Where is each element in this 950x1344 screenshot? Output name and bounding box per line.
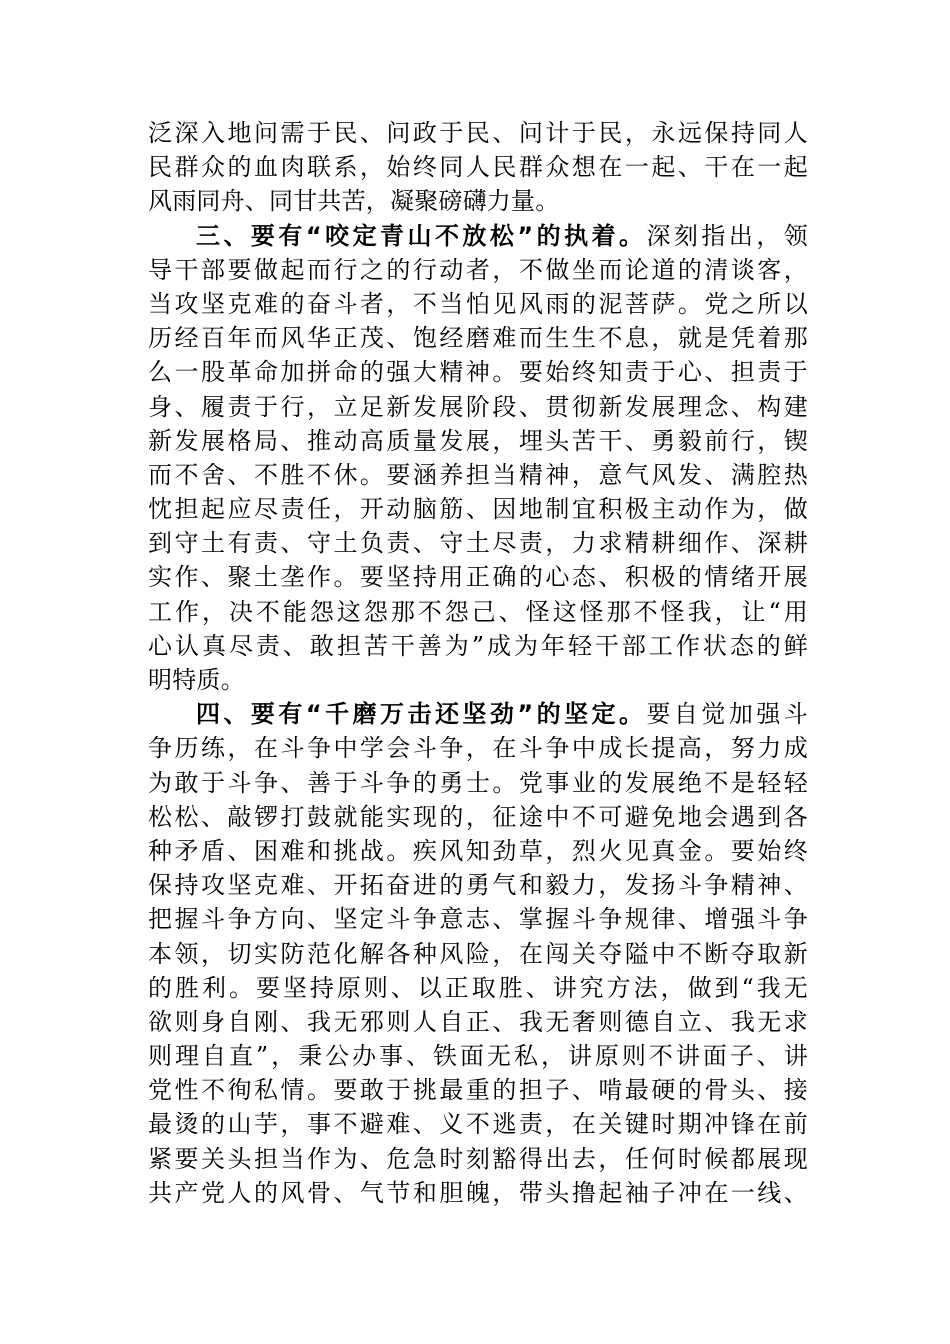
text-line: 为敢于斗争、善于斗争的勇士。党事业的发展绝不是轻轻 [148,768,808,797]
text-line: 本领，切实防范化解各种风险，在闯关夺隘中不断夺取新 [148,939,808,968]
text-line: 共产党人的风骨、气节和胆魄，带头撸起袖子冲在一线、 [148,1178,808,1207]
text-line: 则理自直”，秉公办事、铁面无私，讲原则不讲面子、讲 [148,1042,808,1071]
text-line: 明特质。 [148,666,245,694]
text-line: 到守土有责、守土负责、守土尽责，力求精耕细作、深耕 [148,529,808,558]
text-line: 工作，决不能怨这怨那不怨己、怪这怪那不怪我，让“用 [148,597,808,626]
text-line: 导干部要做起而行之的行动者，不做坐而论道的清谈客， [148,255,808,284]
heading-line [148,219,808,253]
text-line: 争历练，在斗争中学会斗争，在斗争中成长提高，努力成 [148,734,808,763]
text-line: 党性不徇私情。要敢于挑最重的担子、啃最硬的骨头、接 [148,1076,808,1105]
paragraph-3 [148,697,808,1210]
text-line: 种矛盾、困难和挑战。疾风知劲草，烈火见真金。要始终 [148,836,808,865]
section-heading: 三、要有“咬定青山不放松”的执着。 [196,221,647,250]
text-line: 当攻坚克难的奋斗者，不当怕见风雨的泥菩萨。党之所以 [148,289,808,318]
text-line: 实作、聚土垄作。要坚持用正确的心态、积极的情绪开展 [148,563,808,592]
text-line: 紧要关头担当作为、危急时刻豁得出去，任何时候都展现 [148,1144,808,1173]
paragraph-2 [148,219,808,698]
text-line: 的胜利。要坚持原则、以正取胜、讲究方法，做到“我无 [148,973,808,1002]
text-line: 最烫的山芋，事不避难、义不逃责，在关键时期冲锋在前 [148,1110,808,1139]
text-line: 泛深入地问需于民、问政于民、问计于民，永远保持同人 [148,119,808,147]
paragraph-1 [148,116,808,219]
text-line: 保持攻坚克难、开拓奋进的勇气和毅力，发扬斗争精神、 [148,871,808,900]
text-line: 民群众的血肉联系，始终同人民群众想在一起、干在一起 [148,153,808,182]
text-line: 历经百年而风华正茂、饱经磨难而生生不息，就是凭着那 [148,324,808,353]
text-line: 新发展格局、推动高质量发展，埋头苦干、勇毅前行，锲 [148,426,808,455]
text-run: 深刻指出，领 [646,221,808,250]
text-line: 心认真尽责、敢担苦干善为”成为年轻干部工作状态的鲜 [148,631,808,660]
section-heading: 四、要有“千磨万击还坚劲”的坚定。 [196,700,647,729]
text-line: 而不舍、不胜不休。要涵养担当精神，意气风发、满腔热 [148,460,808,489]
heading-line [148,697,808,731]
text-run: 要自觉加强斗 [646,700,808,729]
document-body [148,116,808,1210]
text-line: 身、履责于行，立足新发展阶段、贯彻新发展理念、构建 [148,392,808,421]
text-line: 把握斗争方向、坚定斗争意志、掌握斗争规律、增强斗争 [148,905,808,934]
text-line: 么一股革命加拼命的强大精神。要始终知责于心、担责于 [148,358,808,387]
text-line: 忱担起应尽责任，开动脑筋、因地制宜积极主动作为，做 [148,495,808,524]
text-line: 松松、敲锣打鼓就能实现的，征途中不可避免地会遇到各 [148,802,808,831]
text-line: 风雨同舟、同甘共苦，凝聚磅礴力量。 [148,187,560,216]
text-line: 欲则身自刚、我无邪则人自正、我无奢则德自立、我无求 [148,1007,808,1036]
